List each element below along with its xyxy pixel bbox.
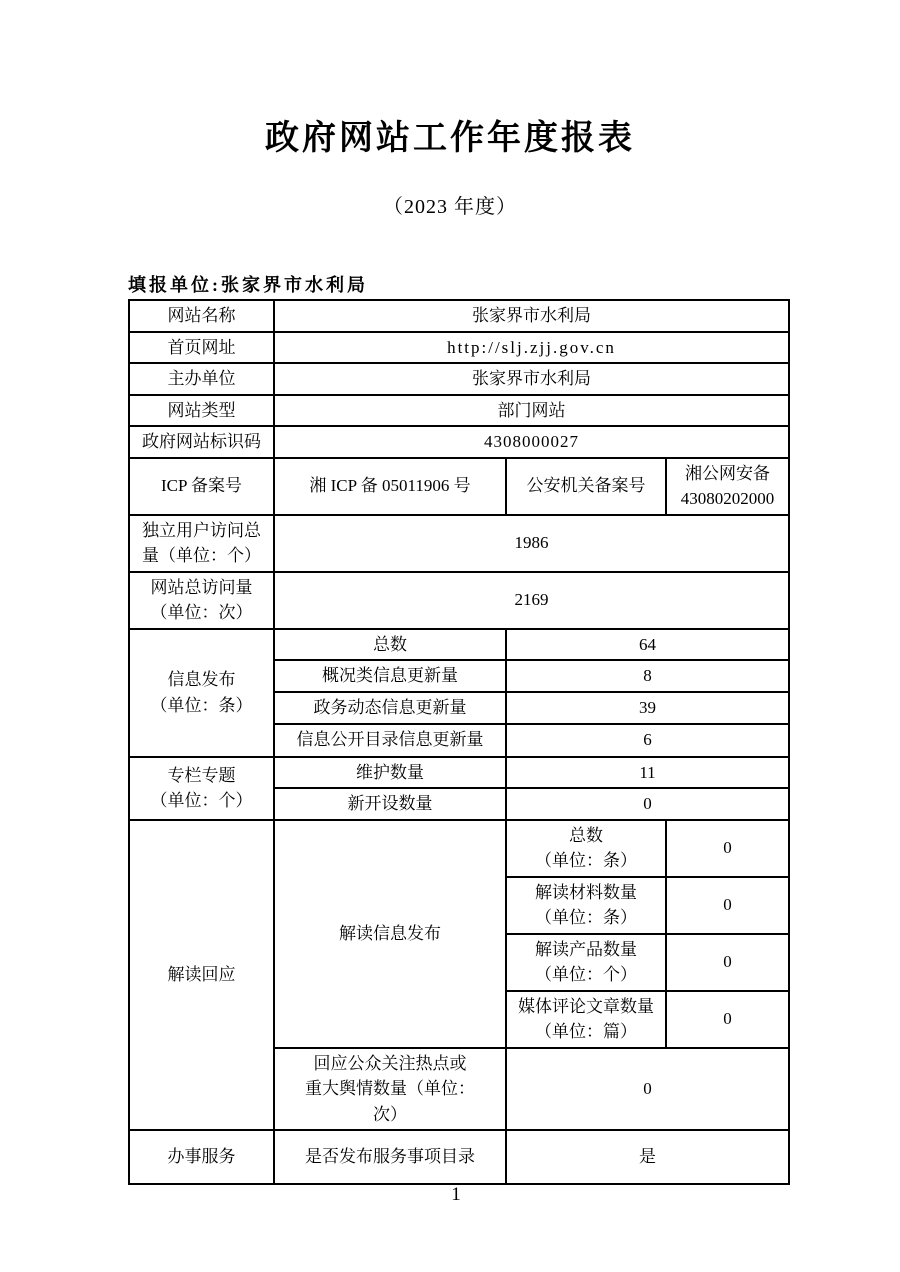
interpret-total-value: 0 [666,820,789,877]
table-row [129,363,789,395]
report-year-subtitle: （2023 年度） [383,196,517,218]
reporting-unit-line [128,271,368,297]
service-directory-label: 是否发布服务事项目录 [274,1130,506,1184]
unique-visitors-value: 1986 [274,515,789,572]
info-directory-label: 信息公开目录信息更新量 [274,724,506,757]
info-total-value: 64 [506,629,789,661]
interpret-material-value: 0 [666,877,789,934]
media-comment-label-line1: 媒体评论文章数量 [518,996,654,1016]
police-filing-value [666,458,789,515]
page-title: 政府网站工作年度报表 [265,119,635,157]
police-filing-label: 公安机关备案号 [506,458,666,515]
unique-visitors-label-line2: 量（单位：个） [142,546,261,565]
interpret-product-value: 0 [666,934,789,991]
table-row [129,515,789,572]
site-name-value: 张家界市水利局 [274,300,789,332]
unique-visitors-label-line1: 独立用户访问总 [142,520,261,540]
total-visits-label-line2: （单位：次） [150,603,253,622]
interpret-product-label-line1: 解读产品数量 [535,939,637,959]
police-filing-value-line1: 湘公网安备 [685,463,770,483]
service-directory-value: 是 [506,1130,789,1184]
column-new-label: 新开设数量 [274,788,506,820]
info-gov-news-value: 39 [506,692,789,724]
info-total-label: 总数 [274,629,506,661]
site-type-value: 部门网站 [274,395,789,427]
home-url-label: 首页网址 [129,332,274,364]
public-response-label-line3: 次） [373,1104,407,1124]
special-column-group-label [129,757,274,820]
report-table [128,299,790,1185]
unique-visitors-label [129,515,274,572]
site-name-label: 网站名称 [129,300,274,332]
interpret-total-label [506,820,666,877]
public-response-label [274,1048,506,1131]
media-comment-label [506,991,666,1048]
table-row [129,757,789,789]
info-directory-value: 6 [506,724,789,757]
info-overview-label: 概况类信息更新量 [274,660,506,692]
sponsor-value: 张家界市水利局 [274,363,789,395]
table-row [129,332,789,364]
site-type-label: 网站类型 [129,395,274,427]
column-maintained-label: 维护数量 [274,757,506,789]
site-id-value: 4308000027 [274,426,789,458]
home-url-value: http://slj.zjj.gov.cn [274,332,789,364]
interpret-total-label-line2: （单位：条） [535,851,637,870]
public-response-value: 0 [506,1048,789,1131]
icp-label: ICP 备案号 [129,458,274,515]
table-row [129,300,789,332]
reporting-unit-label: 填报单位: [128,275,221,295]
interpret-response-group-label: 解读回应 [129,820,274,1131]
interpret-material-label-line2: （单位：条） [535,908,637,927]
media-comment-label-line2: （单位：篇） [535,1022,637,1041]
icp-value: 湘 ICP 备 05011906 号 [274,458,506,515]
info-publish-label-line1: 信息发布 [167,670,236,689]
interpret-product-label [506,934,666,991]
info-publish-label-line2: （单位：条） [150,695,253,715]
interpret-material-label-line1: 解读材料数量 [535,882,637,902]
table-row [129,820,789,877]
police-filing-value-line2: 43080202000 [680,489,775,508]
page-number: 1 [451,1184,461,1205]
info-publish-group-label [129,629,274,757]
special-column-label-line2: （单位：个） [150,791,253,810]
table-row-icp [129,458,789,515]
table-row [129,395,789,427]
table-row [129,629,789,661]
column-maintained-value: 11 [506,757,789,789]
total-visits-label [129,572,274,629]
table-row [129,1130,789,1184]
reporting-unit-value: 张家界市水利局 [221,275,368,295]
special-column-label-line1: 专栏专题 [167,765,236,785]
total-visits-label-line1: 网站总访问量 [150,577,253,597]
column-new-value: 0 [506,788,789,820]
sponsor-label: 主办单位 [129,363,274,395]
table-row [129,572,789,629]
interpret-material-label [506,877,666,934]
table-row [129,426,789,458]
interpret-product-label-line2: （单位：个） [535,965,637,984]
public-response-label-line1: 回应公众关注热点或 [313,1053,467,1073]
interpret-publish-label: 解读信息发布 [274,820,506,1048]
media-comment-value: 0 [666,991,789,1048]
public-response-label-line2: 重大舆情数量（单位： [305,1079,475,1098]
site-id-label: 政府网站标识码 [129,426,274,458]
total-visits-value: 2169 [274,572,789,629]
info-gov-news-label: 政务动态信息更新量 [274,692,506,724]
service-group-label: 办事服务 [129,1130,274,1184]
info-overview-value: 8 [506,660,789,692]
interpret-total-label-line1: 总数 [569,825,603,845]
